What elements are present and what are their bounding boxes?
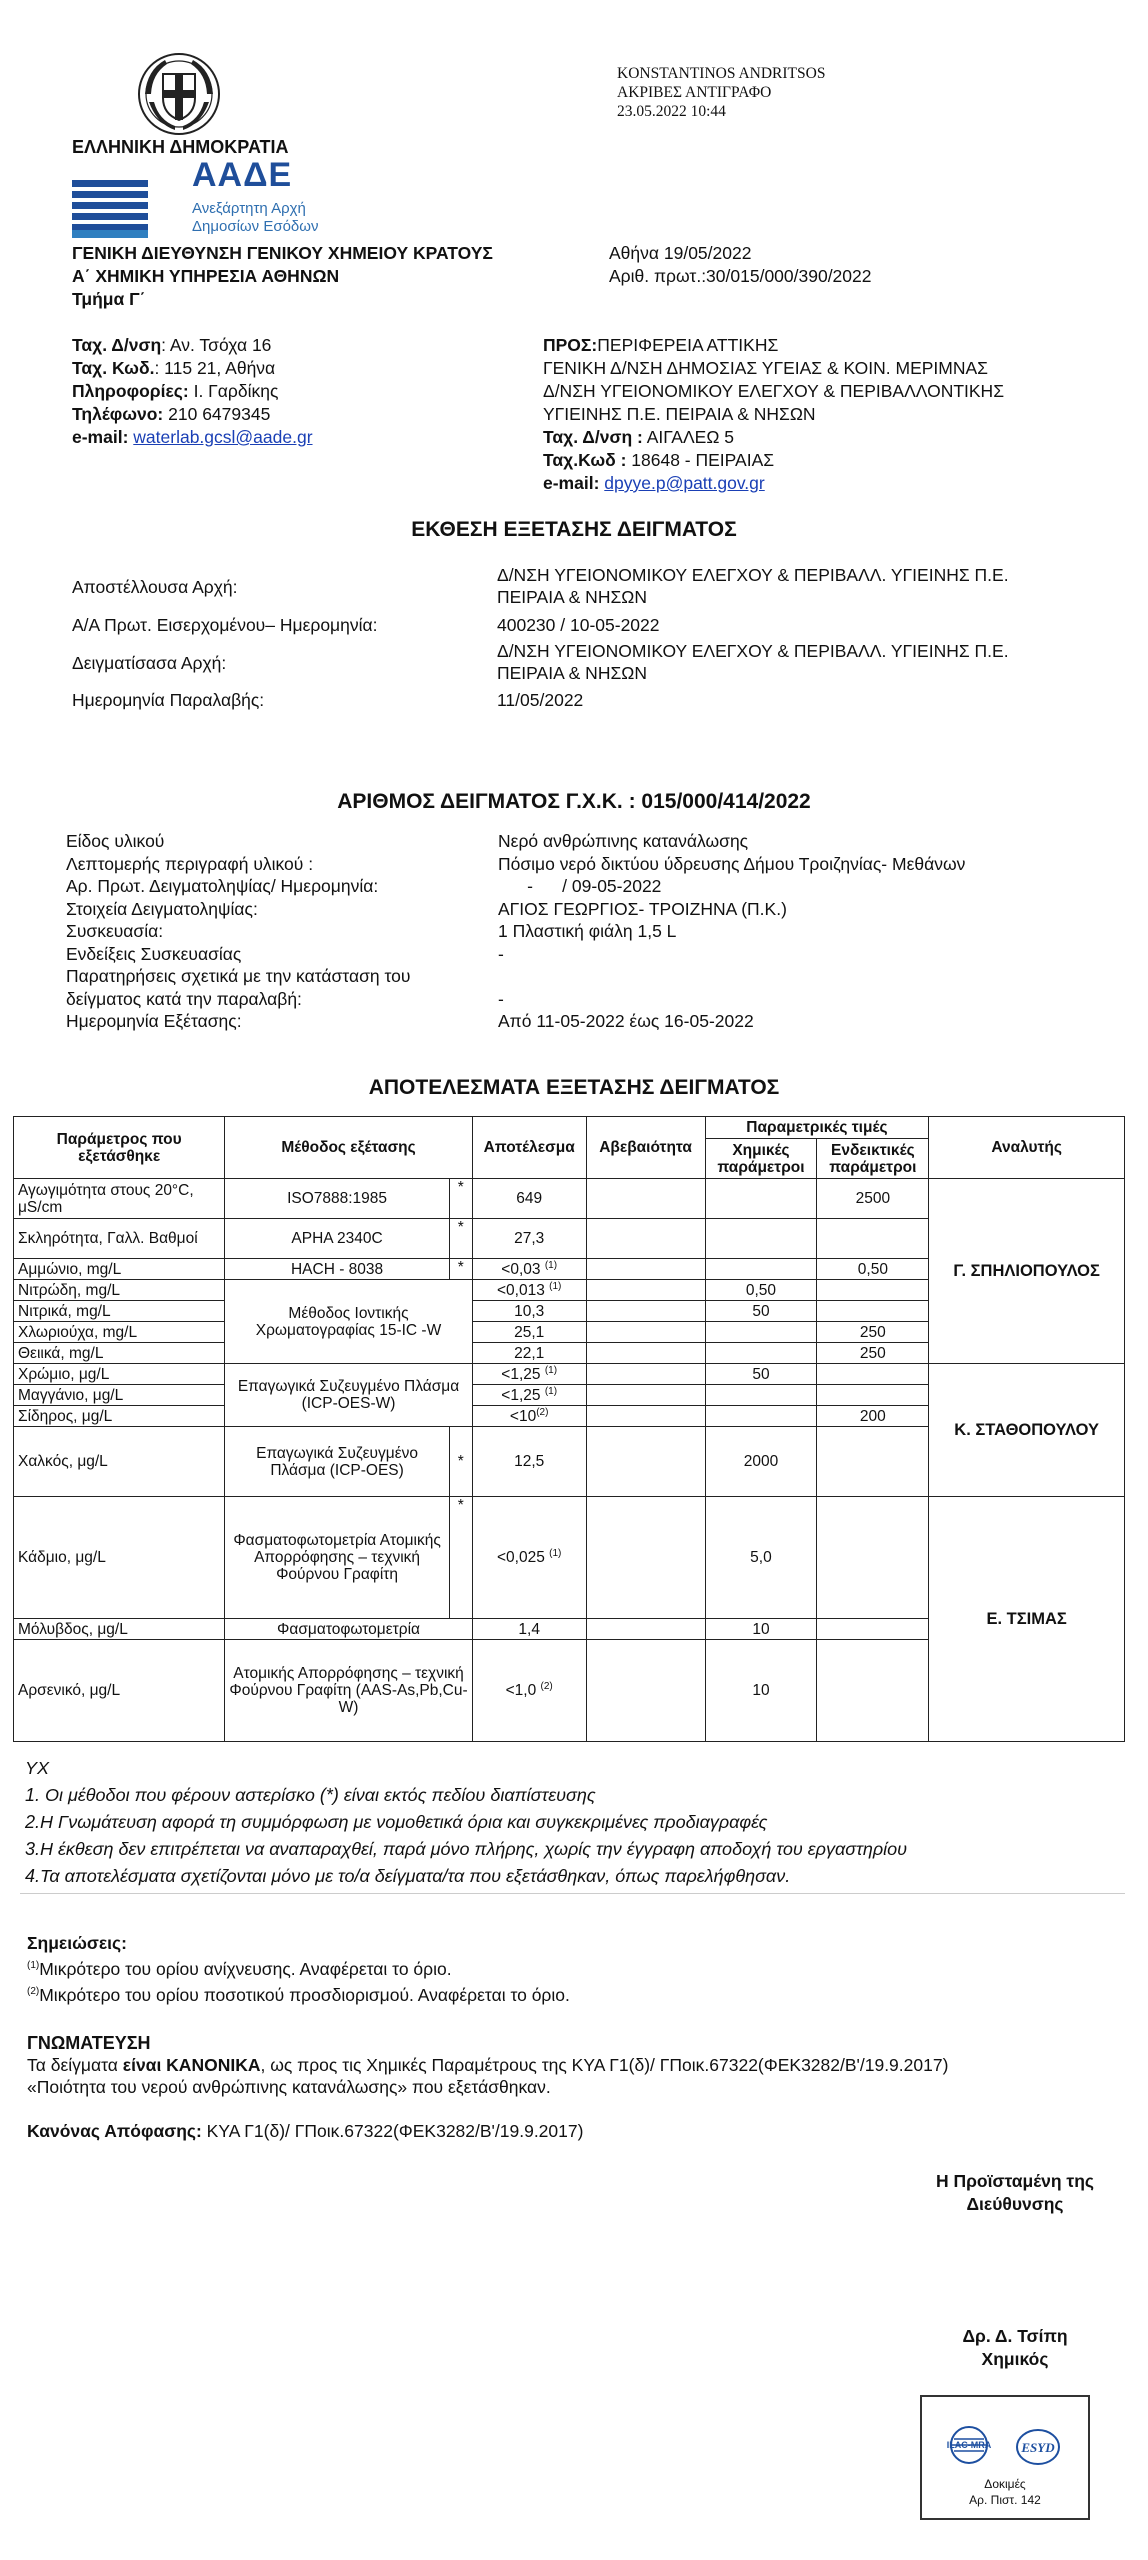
aade-logo: [72, 156, 332, 240]
cell-result: [472, 1259, 586, 1280]
result-value: <1,25: [501, 1365, 541, 1383]
results-title: ΑΠΟΤΕΛΕΣΜΑΤΑ ΕΞΕΤΑΣΗΣ ΔΕΙΓΜΑΤΟΣ: [368, 1076, 780, 1099]
sample-detail-row: [66, 943, 1106, 966]
ilac-mra-text: ILAC-MRA: [946, 2440, 992, 2450]
protocol-number: Αριθ. πρωτ.:30/015/000/390/2022: [609, 266, 872, 286]
sender-zip: : 115 21, Αθήνα: [154, 358, 276, 378]
incoming-protocol-value: 400230 / 10-05-2022: [497, 615, 660, 635]
cell-uncertainty: [586, 1619, 705, 1640]
cell-parameter: Χλωριούχα, mg/L: [14, 1322, 225, 1343]
ilac-mra-logo: [946, 2425, 992, 2465]
cell-result: [472, 1343, 586, 1364]
result-value: 22,1: [514, 1344, 545, 1362]
cell-chemical: 10: [705, 1640, 817, 1742]
recipient-block: [543, 334, 1004, 495]
republic-label: ΕΛΛΗΝΙΚΗ ΔΗΜΟΚΡΑΤΙΑ: [72, 137, 289, 157]
dept-section: Τμήμα Γ΄: [72, 289, 146, 309]
cell-indicator: 250: [817, 1322, 929, 1343]
signature-title: Χημικός: [981, 2349, 1049, 2369]
sample-detail-value: Από 11-05-2022 έως 16-05-2022: [498, 1011, 754, 1031]
sender-phone-label: Τηλέφωνο:: [72, 404, 164, 424]
sender-authority-value-1: Δ/ΝΣΗ ΥΓΕΙΟΝΟΜΙΚΟΥ ΕΛΕΓΧΟΥ & ΠΕΡΙΒΑΛΛ. ΥΓΙΕΙΝΗΣ Π.Ε.: [497, 565, 1009, 585]
cell-uncertainty: [586, 1301, 705, 1322]
cell-method: Μέθοδος Ιοντικής Χρωματογραφίας 15-IC -W: [225, 1280, 472, 1364]
sender-zip-label: Ταχ. Κωδ.: [72, 358, 155, 378]
cell-method: HACH - 8038: [225, 1259, 450, 1280]
decision-rule-value: ΚΥΑ Γ1(δ)/ ΓΠοικ.67322(ΦΕΚ3282/Β'/19.9.2017): [201, 2121, 584, 2141]
sender-phone: 210 6479345: [163, 404, 271, 424]
opinion-text-b: , ως προς τις Χημικές Παραμέτρους της ΚΥΑ Γ1(δ)/ ΓΠοικ.67322(ΦΕΚ3282/Β'/19.9.2017): [260, 2055, 949, 2075]
sample-detail-value: -: [498, 943, 504, 964]
cell-result: [472, 1179, 586, 1219]
sample-detail-row: [66, 853, 1106, 876]
result-footnote: (2): [536, 1406, 549, 1418]
result-value: <10: [509, 1407, 537, 1425]
result-footnote: (1): [549, 1547, 562, 1559]
cell-uncertainty: [586, 1179, 705, 1219]
sample-detail-value: Πόσιμο νερό δικτύου ύδρευσης Δήμου Τροιζηνίας- Μεθάνων: [498, 853, 966, 874]
result-value: 10,3: [514, 1302, 545, 1320]
department-block: [72, 242, 493, 311]
cell-star: *: [449, 1427, 472, 1497]
opinion-text-a: Τα δείγματα: [27, 2055, 123, 2075]
cell-parameter: Αγωγιμότητα στους 20°C, μS/cm: [14, 1179, 225, 1219]
sender-email-link[interactable]: waterlab.gcsl@aade.gr: [133, 427, 313, 447]
cell-parameter: Σκληρότητα, Γαλλ. Βαθμοί: [14, 1219, 225, 1259]
dept-service: Α΄ ΧΗΜΙΚΗ ΥΠΗΡΕΣΙΑ ΑΘΗΝΩΝ: [72, 266, 340, 286]
cell-uncertainty: [586, 1280, 705, 1301]
signature-role: [900, 2170, 1130, 2216]
result-value: 12,5: [514, 1453, 545, 1470]
sampling-authority-label: Δειγματίσασα Αρχή:: [72, 653, 227, 673]
cell-star: *: [449, 1259, 472, 1280]
sample-detail-row: [66, 988, 1106, 1011]
remark-1-marker: (1): [27, 1960, 40, 1972]
signature-role-1: Η Προϊσταμένη της: [935, 2171, 1095, 2191]
cell-method: Επαγωγικά Συζευγμένο Πλάσμα (ICP-OES): [225, 1427, 450, 1497]
sample-detail-row: [66, 898, 1106, 921]
footnote-2: 2.Η Γνωμάτευση αφορά τη συμμόρφωση με νομοθετικά όρια και συγκεκριμένες προδιαγραφές: [25, 1812, 768, 1832]
sender-address-label: Ταχ. Δ/νση: [72, 335, 162, 355]
analyst-1: Γ. ΣΠΗΛΙΟΠΟΥΛΟΣ: [929, 1179, 1125, 1364]
remarks-block: [27, 1930, 570, 2008]
cell-result: [472, 1640, 586, 1742]
footnote-3: 3.Η έκθεση δεν επιτρέπεται να αναπαραχθεί, παρά μόνο πλήρης, χωρίς την έγγραφη αποδοχή του εργαστηρίου: [25, 1839, 908, 1859]
cell-indicator: [817, 1364, 929, 1385]
result-value: 27,3: [514, 1230, 545, 1247]
cell-indicator: [817, 1219, 929, 1259]
cell-parameter: Χαλκός, μg/L: [14, 1427, 225, 1497]
cell-result: [472, 1322, 586, 1343]
cell-parameter: Σίδηρος, μg/L: [14, 1406, 225, 1427]
copy-date: 23.05.2022 10:44: [617, 103, 726, 120]
sample-detail-label: Αρ. Πρωτ. Δειγματοληψίας/ Ημερομηνία:: [66, 876, 379, 896]
cell-parameter: Νιτρώδη, mg/L: [14, 1280, 225, 1301]
cell-uncertainty: [586, 1497, 705, 1619]
cell-result: [472, 1427, 586, 1497]
sample-detail-label: δείγματος κατά την παραλαβή:: [66, 988, 302, 1009]
result-value: <0,013: [496, 1281, 545, 1299]
result-value: <0,03: [501, 1260, 541, 1278]
remark-2: Μικρότερο του ορίου ποσοτικού προσδιορισμού. Αναφέρεται το όριο.: [39, 1985, 570, 2005]
cell-parameter: Χρώμιο, μg/L: [14, 1364, 225, 1385]
cell-uncertainty: [586, 1640, 705, 1742]
cell-uncertainty: [586, 1364, 705, 1385]
recipient-email-label: e-mail:: [543, 473, 600, 493]
result-footnote: (1): [544, 1385, 558, 1397]
sample-detail-label: Είδος υλικού: [66, 831, 165, 851]
sample-detail-value: Νερό ανθρώπινης κατανάλωσης: [498, 831, 749, 851]
sample-details: [66, 830, 1106, 1033]
cell-indicator: [817, 1280, 929, 1301]
cell-chemical: [705, 1259, 817, 1280]
cell-chemical: 10: [705, 1619, 817, 1640]
cell-uncertainty: [586, 1343, 705, 1364]
signature-name: Δρ. Δ. Τσίπη: [962, 2326, 1068, 2346]
opinion-verdict: είναι ΚΑΝΟΝΙΚΑ: [122, 2055, 261, 2075]
sender-contact: [72, 334, 313, 449]
opinion-title: ΓΝΩΜΑΤΕΥΣΗ: [27, 2033, 151, 2053]
sample-detail-value: - / 09-05-2022: [498, 876, 662, 896]
result-footnote: (2): [540, 1680, 553, 1692]
cell-result: [472, 1406, 586, 1427]
table-row: [14, 1364, 1125, 1385]
cell-parameter: Αμμώνιο, mg/L: [14, 1259, 225, 1280]
recipient-line-2: ΓΕΝΙΚΗ Δ/ΝΣΗ ΔΗΜΟΣΙΑΣ ΥΓΕΙΑΣ & ΚΟΙΝ. ΜΕΡΙΜΝΑΣ: [543, 358, 988, 378]
sample-detail-value: -: [498, 988, 504, 1009]
accreditation-number: Αρ. Πιστ. 142: [969, 2493, 1041, 2507]
recipient-line-4: ΥΓΙΕΙΝΗΣ Π.Ε. ΠΕΙΡΑΙΑ & ΝΗΣΩΝ: [543, 404, 816, 424]
remark-1: Μικρότερο του ορίου ανίχνευσης. Αναφέρεται το όριο.: [39, 1959, 452, 1979]
sender-info: Ι. Γαρδίκης: [188, 381, 279, 401]
analyst-3: Ε. ΤΣΙΜΑΣ: [929, 1497, 1125, 1742]
sampling-authority-value-2: ΠΕΙΡΑΙΑ & ΝΗΣΩΝ: [497, 663, 647, 683]
table-row: [14, 1497, 1125, 1619]
signature-role-2: Διεύθυνσης: [966, 2194, 1064, 2214]
header-chemical: Χημικές παράμετροι: [705, 1139, 817, 1179]
cell-chemical: 2000: [705, 1427, 817, 1497]
cell-chemical: [705, 1406, 817, 1427]
cell-chemical: [705, 1343, 817, 1364]
cell-result: [472, 1280, 586, 1301]
results-table: [13, 1116, 1125, 1742]
sample-detail-row: [66, 965, 1106, 988]
sampling-authority-value-1: Δ/ΝΣΗ ΥΓΕΙΟΝΟΜΙΚΟΥ ΕΛΕΓΧΟΥ & ΠΕΡΙΒΑΛΛ. ΥΓΙΕΙΝΗΣ Π.Ε.: [497, 641, 1009, 661]
cell-result: [472, 1497, 586, 1619]
esyd-logo: [1014, 2427, 1062, 2467]
cell-chemical: 0,50: [705, 1280, 817, 1301]
result-footnote: (1): [544, 1259, 558, 1271]
received-date-value: 11/05/2022: [497, 690, 584, 710]
received-date-label: Ημερομηνία Παραλαβής:: [72, 690, 265, 710]
recipient-line-3: Δ/ΝΣΗ ΥΓΕΙΟΝΟΜΙΚΟΥ ΕΛΕΓΧΟΥ & ΠΕΡΙΒΑΛΛΟΝΤΙΚΗΣ: [543, 381, 1005, 401]
footnotes-block: [25, 1755, 1135, 1890]
divider: [20, 1893, 1125, 1894]
table-row: [14, 1179, 1125, 1219]
accreditation-box: [920, 2395, 1090, 2520]
sample-detail-label: Στοιχεία Δειγματοληψίας:: [66, 898, 258, 919]
sample-detail-row: [66, 920, 1106, 943]
cell-uncertainty: [586, 1427, 705, 1497]
signature-name-block: [930, 2325, 1100, 2371]
cell-chemical: 5,0: [705, 1497, 817, 1619]
cell-uncertainty: [586, 1219, 705, 1259]
opinion-block: [27, 2032, 1107, 2142]
recipient-email-link[interactable]: dpyye.p@patt.gov.gr: [604, 473, 765, 493]
sample-detail-row: [66, 875, 1106, 898]
sender-authority-value-2: ΠΕΙΡΑΙΑ & ΝΗΣΩΝ: [497, 587, 647, 607]
cell-method: Ατομικής Απορρόφησης – τεχνική Φούρνου Γραφίτη (AAS-As,Pb,Cu-W): [225, 1640, 472, 1742]
sample-detail-value: 1 Πλαστική φιάλη 1,5 L: [498, 921, 677, 941]
header-indicator: Ενδεικτικές παράμετροι: [817, 1139, 929, 1179]
result-footnote: (1): [544, 1364, 558, 1376]
sample-detail-row: [66, 1010, 1106, 1033]
cell-result: [472, 1364, 586, 1385]
sender-address: : Αν. Τσόχα 16: [161, 335, 272, 355]
analyst-2: Κ. ΣΤΑΘΟΠΟΥΛΟΥ: [929, 1364, 1125, 1497]
opinion-text-c: «Ποιότητα του νερού ανθρώπινης κατανάλωσης» που εξετάσθηκαν.: [27, 2077, 551, 2097]
result-value: <0,025: [496, 1549, 545, 1566]
date-protocol-block: [609, 242, 872, 288]
result-value: <1,0: [505, 1682, 537, 1699]
sender-authority-label: Αποστέλλουσα Αρχή:: [72, 577, 238, 597]
sample-number-title: ΑΡΙΘΜΟΣ ΔΕΙΓΜΑΤΟΣ Γ.Χ.Κ. : 015/000/414/2022: [337, 790, 811, 813]
greek-emblem-icon: [135, 50, 223, 138]
sample-detail-label: Ενδείξεις Συσκευασίας: [66, 943, 242, 964]
esyd-text: ESYD: [1021, 2440, 1055, 2455]
sample-detail-row: [66, 830, 1106, 853]
city-date: Αθήνα 19/05/2022: [609, 243, 752, 263]
cell-indicator: [817, 1301, 929, 1322]
result-value: <1,25: [501, 1386, 541, 1404]
cell-indicator: [817, 1427, 929, 1497]
sample-detail-label: Λεπτομερής περιγραφή υλικού :: [66, 853, 314, 874]
cell-chemical: [705, 1219, 817, 1259]
header-parametric-values: Παραμετρικές τιμές: [705, 1117, 929, 1139]
cell-star: *: [449, 1179, 472, 1219]
cell-uncertainty: [586, 1322, 705, 1343]
cell-uncertainty: [586, 1406, 705, 1427]
accreditation-label: Δοκιμές: [984, 2477, 1026, 2491]
cell-result: [472, 1301, 586, 1322]
sender-email-label: e-mail:: [72, 427, 129, 447]
recipient-to-label: ΠΡΟΣ:: [543, 335, 598, 355]
report-title: ΕΚΘΕΣΗ ΕΞΕΤΑΣΗΣ ΔΕΙΓΜΑΤΟΣ: [411, 518, 737, 541]
cell-parameter: Νιτρικά, mg/L: [14, 1301, 225, 1322]
cell-indicator: 0,50: [817, 1259, 929, 1280]
cell-parameter: Μαγγάνιο, μg/L: [14, 1385, 225, 1406]
cell-method: ISO7888:1985: [225, 1179, 450, 1219]
sample-detail-label: Συσκευασία:: [66, 921, 164, 941]
footnote-yx: ΥΧ: [25, 1758, 50, 1778]
aade-logo-text: ΑΑΔΕ: [192, 156, 293, 194]
header-analyst: Αναλυτής: [929, 1117, 1125, 1179]
cell-star: *: [449, 1219, 472, 1259]
header-result: Αποτέλεσμα: [472, 1117, 586, 1179]
result-value: 649: [516, 1190, 543, 1207]
recipient-to: ΠΕΡΙΦΕΡΕΙΑ ΑΤΤΙΚΗΣ: [597, 335, 779, 355]
cell-parameter: Μόλυβδος, μg/L: [14, 1619, 225, 1640]
cell-indicator: [817, 1619, 929, 1640]
cell-indicator: 2500: [817, 1179, 929, 1219]
footnote-1: 1. Οι μέθοδοι που φέρουν αστερίσκο (*) είναι εκτός πεδίου διαπίστευσης: [25, 1785, 596, 1805]
dept-general: ΓΕΝΙΚΗ ΔΙΕΥΘΥΝΣΗ ΓΕΝΙΚΟΥ ΧΗΜΕΙΟΥ ΚΡΑΤΟΥΣ: [72, 243, 493, 263]
cell-uncertainty: [586, 1385, 705, 1406]
cell-uncertainty: [586, 1259, 705, 1280]
recipient-address-label: Ταχ. Δ/νση :: [543, 427, 643, 447]
recipient-address: ΑΙΓΑΛΕΩ 5: [642, 427, 735, 447]
cell-indicator: [817, 1497, 929, 1619]
cell-chemical: 50: [705, 1301, 817, 1322]
cell-indicator: [817, 1385, 929, 1406]
cell-result: [472, 1385, 586, 1406]
result-value: 1,4: [518, 1620, 540, 1638]
header-method: Μέθοδος εξέτασης: [225, 1117, 472, 1179]
sample-detail-value: ΑΓΙΟΣ ΓΕΩΡΓΙΟΣ- ΤΡΟΙΖΗΝΑ (Π.Κ.): [498, 898, 787, 919]
cell-chemical: 50: [705, 1364, 817, 1385]
remarks-title: Σημειώσεις:: [27, 1933, 127, 1953]
cell-method: Φασματοφωτομετρία: [225, 1619, 472, 1640]
cell-parameter: Κάδμιο, μg/L: [14, 1497, 225, 1619]
cell-method: APHA 2340C: [225, 1219, 450, 1259]
result-value: 25,1: [514, 1323, 545, 1341]
recipient-zip: 18648 - ΠΕΙΡΑΙΑΣ: [626, 450, 775, 470]
header-parameter: Παράμετρος που εξετάσθηκε: [14, 1117, 225, 1179]
cell-method: Φασματοφωτομετρία Ατομικής Απορρόφησης – τεχνική Φούρνου Γραφίτη: [225, 1497, 450, 1619]
decision-rule-label: Κανόνας Απόφασης:: [27, 2121, 202, 2141]
cell-result: [472, 1219, 586, 1259]
sender-info-label: Πληροφορίες:: [72, 381, 189, 401]
incoming-protocol-label: Α/Α Πρωτ. Εισερχομένου– Ημερομηνία:: [72, 615, 378, 635]
aade-subtitle-2: Δημοσίων Εσόδων: [192, 218, 319, 235]
copy-label: ΑΚΡΙΒΕΣ ΑΝΤΙΓΡΑΦΟ: [617, 84, 772, 101]
cell-indicator: 200: [817, 1406, 929, 1427]
copy-name: KONSTANTINOS ANDRITSOS: [617, 65, 826, 82]
cell-parameter: Αρσενικό, μg/L: [14, 1640, 225, 1742]
sample-detail-label: Παρατηρήσεις σχετικά με την κατάσταση του: [66, 966, 411, 986]
certified-copy-stamp: [617, 64, 825, 121]
header-uncertainty: Αβεβαιότητα: [586, 1117, 705, 1179]
aade-subtitle-1: Ανεξάρτητη Αρχή: [192, 200, 306, 217]
cell-indicator: 250: [817, 1343, 929, 1364]
cell-chemical: [705, 1322, 817, 1343]
cell-result: [472, 1619, 586, 1640]
sample-detail-label: Ημερομηνία Εξέτασης:: [66, 1011, 242, 1031]
cell-star: *: [449, 1497, 472, 1619]
recipient-zip-label: Ταχ.Κωδ :: [543, 450, 627, 470]
remark-2-marker: (2): [27, 1986, 40, 1998]
footnote-4: 4.Τα αποτελέσματα σχετίζονται μόνο με το/α δείγματα/τα που εξετάσθηκαν, όπως παρελήφθησαν.: [25, 1866, 791, 1886]
cell-chemical: [705, 1179, 817, 1219]
cell-indicator: [817, 1640, 929, 1742]
cell-parameter: Θειικά, mg/L: [14, 1343, 225, 1364]
cell-method: Επαγωγικά Συζευγμένο Πλάσμα (ICP-OES-W): [225, 1364, 472, 1427]
result-footnote: (1): [549, 1280, 562, 1292]
cell-chemical: [705, 1385, 817, 1406]
